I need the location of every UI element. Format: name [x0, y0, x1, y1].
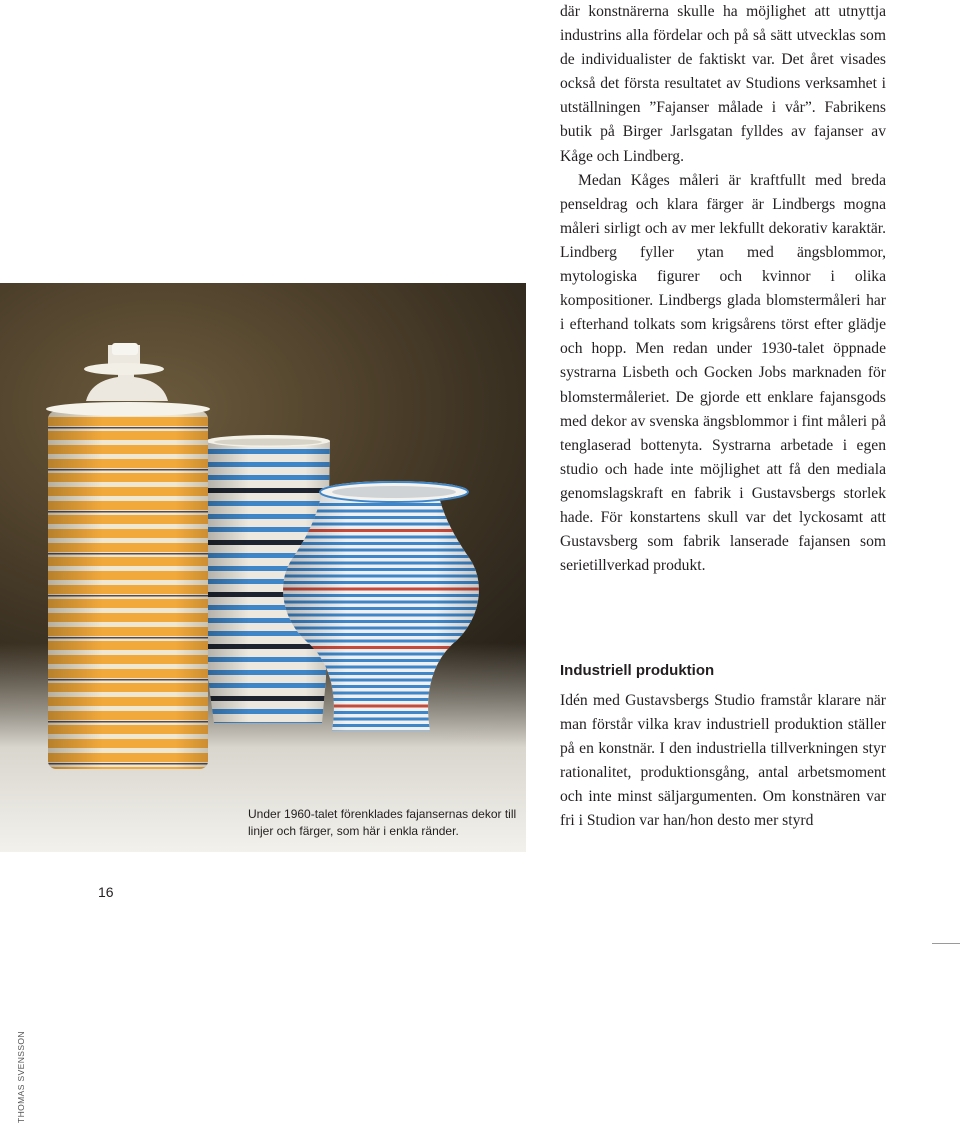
body-paragraph-3: Idén med Gustavsbergs Studio framstår klarare när man förstår vilka krav industriell produktion ställer på en konstnär. I den industriella tillverkningen styr rationalitet, produktionsgång, antal arbetsmoment och inte minst säljargumenten. Om konstnären var fri i Studion var han/hon desto mer styrd	[560, 692, 886, 830]
body-paragraph-2: Medan Kåges måleri är kraftfullt med breda penseldrag och klara färger är Lindbergs mogna måleri sirligt och av mer lekfullt dekorativ karaktär. Lindberg fyller ytan med ängsblommor, mytologiska figurer och kvinnor i olika kompositioner. Lindbergs glada blomstermåleri har i efterhand tolkats som krigsårens törst efter glädje och hopp. Men redan under 1930-talet öppnade systrarna Lisbeth och Gocken Jobs marknaden för blomstermåleriet. De gjorde ett enklare fajansgods med dekor av svenska ängsblommor i fint måleri på tenglaserad bottenyta. Systrarna arbetade i egen studio och hade inte möjlighet att få den mediala genomslagskraft en fabrik i Gustavsbergs storlek hade. För konstartens skull var det lyckosamt att Gustavsberg som fabrik lanserade fajansen som serietillverkad produkt.	[560, 171, 886, 575]
text-column-bottom	[560, 689, 886, 834]
photo-caption: Under 1960-talet förenklades fajansernas dekor till linjer och färger, som här i enkla ränder.	[248, 807, 517, 838]
ceramics-illustration	[0, 283, 526, 852]
photo-credit: THOMAS SVENSSON	[16, 1031, 26, 1123]
text-column-top	[560, 0, 886, 578]
footer-rule	[932, 943, 960, 944]
page-number: 16	[98, 884, 114, 900]
body-paragraph-1: där konstnärerna skulle ha möjlighet att utnyttja industrins alla fördelar och på så sätt utvecklas som de individualister de faktiskt var. Det året visades också det första resultatet av Studions verksamhet i utställningen ”Fajanser målade i vår”. Fabrikens butik på Birger Jarlsgatan fylldes av fajanser av Kåge och Lindberg.	[560, 3, 886, 165]
striped-jar-yellow	[40, 343, 220, 783]
section-heading: Industriell produktion	[560, 662, 715, 679]
